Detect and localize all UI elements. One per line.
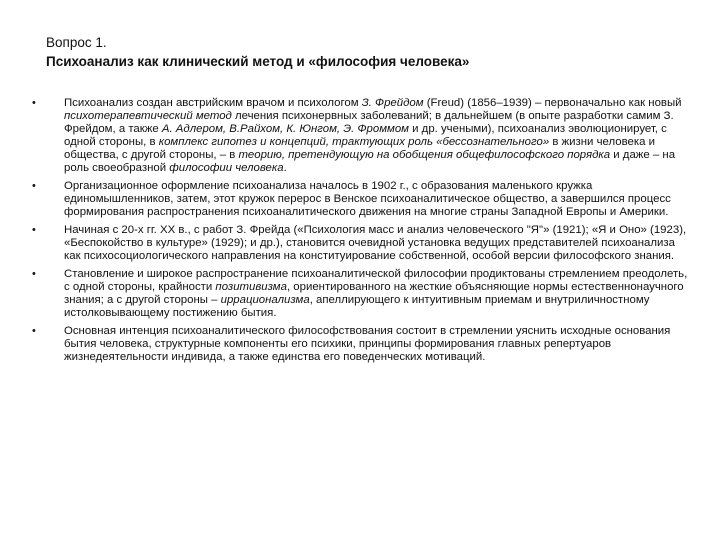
bullet-text: в жизни человека и общества, с другой стороны, – в: [64, 136, 655, 161]
bullet-text: (Freud) (1856–1939) – первоначально как новый: [423, 97, 682, 109]
bullet-text: .: [283, 162, 287, 174]
bullet-item-4: [30, 268, 690, 320]
question-title: Вопрос 1.: [46, 35, 107, 50]
bullet-text: и даже – на роль своеобразной: [64, 149, 676, 174]
bullet-text: Организационное оформление психоанализа началось в 1902 г., с образования маленького кружка единомышленников, затем, этот кружок перерос в Венское психоаналитическое общество, а завершился процесс формирования распространения психоаналитического движения на многие страны Западной Европы и Америки.: [64, 180, 671, 218]
bullet-italic-text: теорию, претендующую на обобщения общефилософского порядка: [238, 149, 611, 161]
bullet-italic-text: З. Фрейдом: [361, 97, 424, 109]
bullet-italic-text: позитивизма: [215, 281, 287, 293]
bullet-item-2: [30, 180, 690, 219]
bullet-dot-icon: •: [32, 97, 36, 109]
bullet-italic-text: А. Адлером, В.Райхом, К. Юнгом, Э. Фроммом: [161, 123, 409, 135]
bullet-item-3: [30, 224, 690, 263]
bullet-text: , ориентированного на жесткие объясняющие нормы естественнонаучного знания; а с другой стороны –: [64, 281, 684, 306]
bullet-dot-icon: •: [32, 224, 36, 236]
bullet-dot-icon: •: [32, 180, 36, 192]
bullet-text: Становление и широкое распространение психоаналитической философии продиктованы стремлением преодолеть, с одной стороны, крайности: [64, 268, 688, 293]
slide-subtitle: Психоанализ как клинический метод и «философия человека»: [46, 54, 470, 69]
bullet-text: лечения психонервных заболеваний; в дальнейшем (в опыте разработки самим З. Фрейдом, а также: [64, 110, 674, 135]
bullet-italic-text: комплекс гипотез и концепций, трактующих роль «бессознательного»: [158, 136, 550, 148]
bullet-italic-text: психотерапевтический метод: [64, 110, 232, 122]
bullet-text: и др. учеными), психоанализ эволюционирует, с одной стороны, в: [64, 123, 667, 148]
bullet-dot-icon: •: [32, 268, 36, 280]
bullet-item-1: [30, 97, 690, 175]
slide-header: [46, 33, 686, 71]
bullet-item-5: [30, 325, 690, 364]
bullet-text: Основная интенция психоаналитического философствования состоит в стремлении уяснить исходные основания бытия человека, структурные компоненты его психики, принципы формирования главных репертуаров жизнедеятельности индивида, а также единства его поведенческих мотиваций.: [64, 325, 671, 363]
bullet-list: [30, 97, 690, 364]
bullet-text: Психоанализ создан австрийским врачом и психологом: [64, 97, 362, 109]
bullet-text: , апеллирующего к интуитивным приемам и внутриличностному истолковывающему постижению бытия.: [64, 294, 650, 319]
bullet-text: Начиная с 20-х гг. XX в., с работ З. Фрейда («Психология масс и анализ человеческого "Я"» (1921); «Я и Оно» (1923), «Беспокойство в культуре» (1929); и др.), становится очевидной установка ведущих представителей психоанализа как психосоциологического направления на конституирование собственной, особой версии философского знания.: [64, 224, 687, 262]
bullet-italic-text: философии человека: [169, 162, 284, 174]
bullet-italic-text: иррационализма: [220, 294, 310, 306]
bullet-dot-icon: •: [32, 325, 36, 337]
